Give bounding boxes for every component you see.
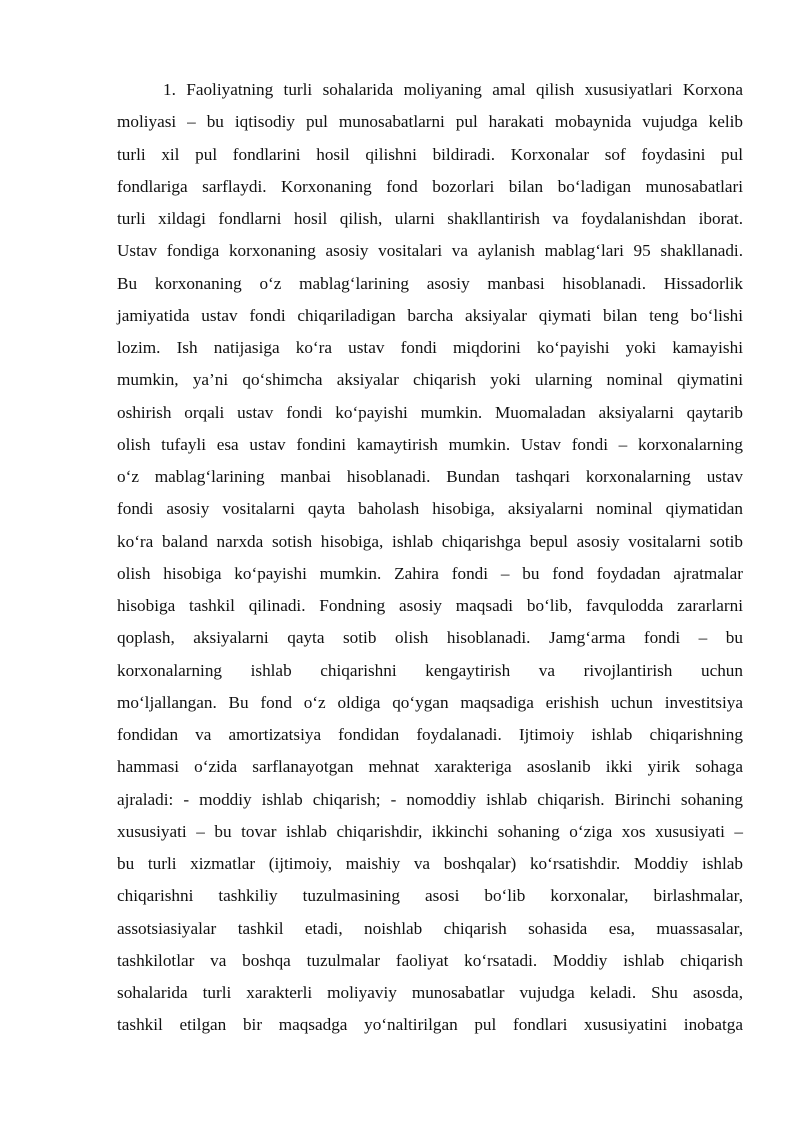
text-line: moliyasi – bu iqtisodiy pul munosabatlarni pul harakati mobaynida vujudga kelib — [117, 112, 743, 132]
text-line: turli xildagi fondlarni hosil qilish, ularni shakllantirish va foydalanishdan iborat. — [117, 209, 743, 228]
text-line: sohalarida turli xarakterli moliyaviy munosabatlar vujudga keladi. Shu asosda, — [117, 983, 743, 1002]
text-line: olish tufayli esa ustav fondini kamaytirish mumkin. Ustav fondi – korxonalarning — [117, 434, 743, 454]
text-line: o‘z mablag‘larining manbai hisoblanadi. Bundan tashqari korxonalarning ustav — [117, 467, 743, 486]
text-line: qoplash, aksiyalarni qayta sotib olish hisoblanadi. Jamg‘arma fondi – bu — [117, 628, 743, 648]
text-line: ko‘ra baland narxda sotish hisobiga, ishlab chiqarishga bepul asosiy vositalarni sotib — [117, 531, 743, 551]
text-line: tashkilotlar va boshqa tuzulmalar faoliyat ko‘rsatadi. Moddiy ishlab chiqarish — [117, 950, 743, 970]
text-line: fondidan va amortizatsiya fondidan foydalanadi. Ijtimoiy ishlab chiqarishning — [117, 725, 743, 744]
text-line: mo‘ljallangan. Bu fond o‘z oldiga qo‘ygan maqsadiga erishish uchun investitsiya — [117, 692, 743, 712]
text-line: xususiyati – bu tovar ishlab chiqarishdir, ikkinchi sohaning o‘ziga xos xususiyati – — [117, 821, 743, 841]
text-line: fondi asosiy vositalarni qayta baholash hisobiga, aksiyalarni nominal qiymatidan — [117, 499, 743, 519]
text-line: Bu korxonaning o‘z mablag‘larining asosiy manbasi hisoblanadi. Hissadorlik — [117, 273, 743, 293]
text-line: lozim. Ish natijasiga ko‘ra ustav fondi miqdorini ko‘payishi yoki kamayishi — [117, 338, 743, 357]
text-line: Ustav fondiga korxonaning asosiy vositalari va aylanish mablag‘lari 95 shakllanadi. — [117, 241, 743, 261]
text-line: oshirish orqali ustav fondi ko‘payishi mumkin. Muomaladan aksiyalarni qaytarib — [117, 402, 743, 422]
text-line: bu turli xizmatlar (ijtimoiy, maishiy va boshqalar) ko‘rsatishdir. Moddiy ishlab — [117, 854, 743, 873]
text-line: 1. Faoliyatning turli sohalarida moliyaning amal qilish xususiyatlari Korxona — [163, 80, 743, 99]
text-line: jamiyatida ustav fondi chiqariladigan barcha aksiyalar qiymati bilan teng bo‘lishi — [117, 305, 743, 325]
text-line: ajraladi: - moddiy ishlab chiqarish; - nomoddiy ishlab chiqarish. Birinchi sohaning — [117, 789, 743, 809]
text-line: turli xil pul fondlarini hosil qilishni bildiradi. Korxonalar sof foydasini pul — [117, 144, 743, 164]
text-line: tashkil etilgan bir maqsadga yo‘naltirilgan pul fondlari xususiyatini inobatga — [117, 1015, 743, 1035]
text-line: chiqarishni tashkiliy tuzulmasining asosi bo‘lib korxonalar, birlashmalar, — [117, 886, 743, 906]
text-line: hisobiga tashkil qilinadi. Fondning asosiy maqsadi bo‘lib, favqulodda zararlarni — [117, 596, 743, 615]
text-line: mumkin, ya’ni qo‘shimcha aksiyalar chiqarish yoki ularning nominal qiymatini — [117, 370, 743, 390]
text-line: assotsiasiyalar tashkil etadi, noishlab chiqarish sohasida esa, muassasalar, — [117, 918, 743, 938]
text-line: fondlariga sarflaydi. Korxonaning fond bozorlari bilan bo‘ladigan munosabatlari — [117, 176, 743, 196]
text-line: olish hisobiga ko‘payishi mumkin. Zahira fondi – bu fond foydadan ajratmalar — [117, 563, 743, 583]
text-line: korxonalarning ishlab chiqarishni kengaytirish va rivojlantirish uchun — [117, 660, 743, 680]
body-paragraph — [117, 74, 743, 1042]
text-line: hammasi o‘zida sarflanayotgan mehnat xarakteriga asoslanib ikki yirik sohaga — [117, 757, 743, 777]
